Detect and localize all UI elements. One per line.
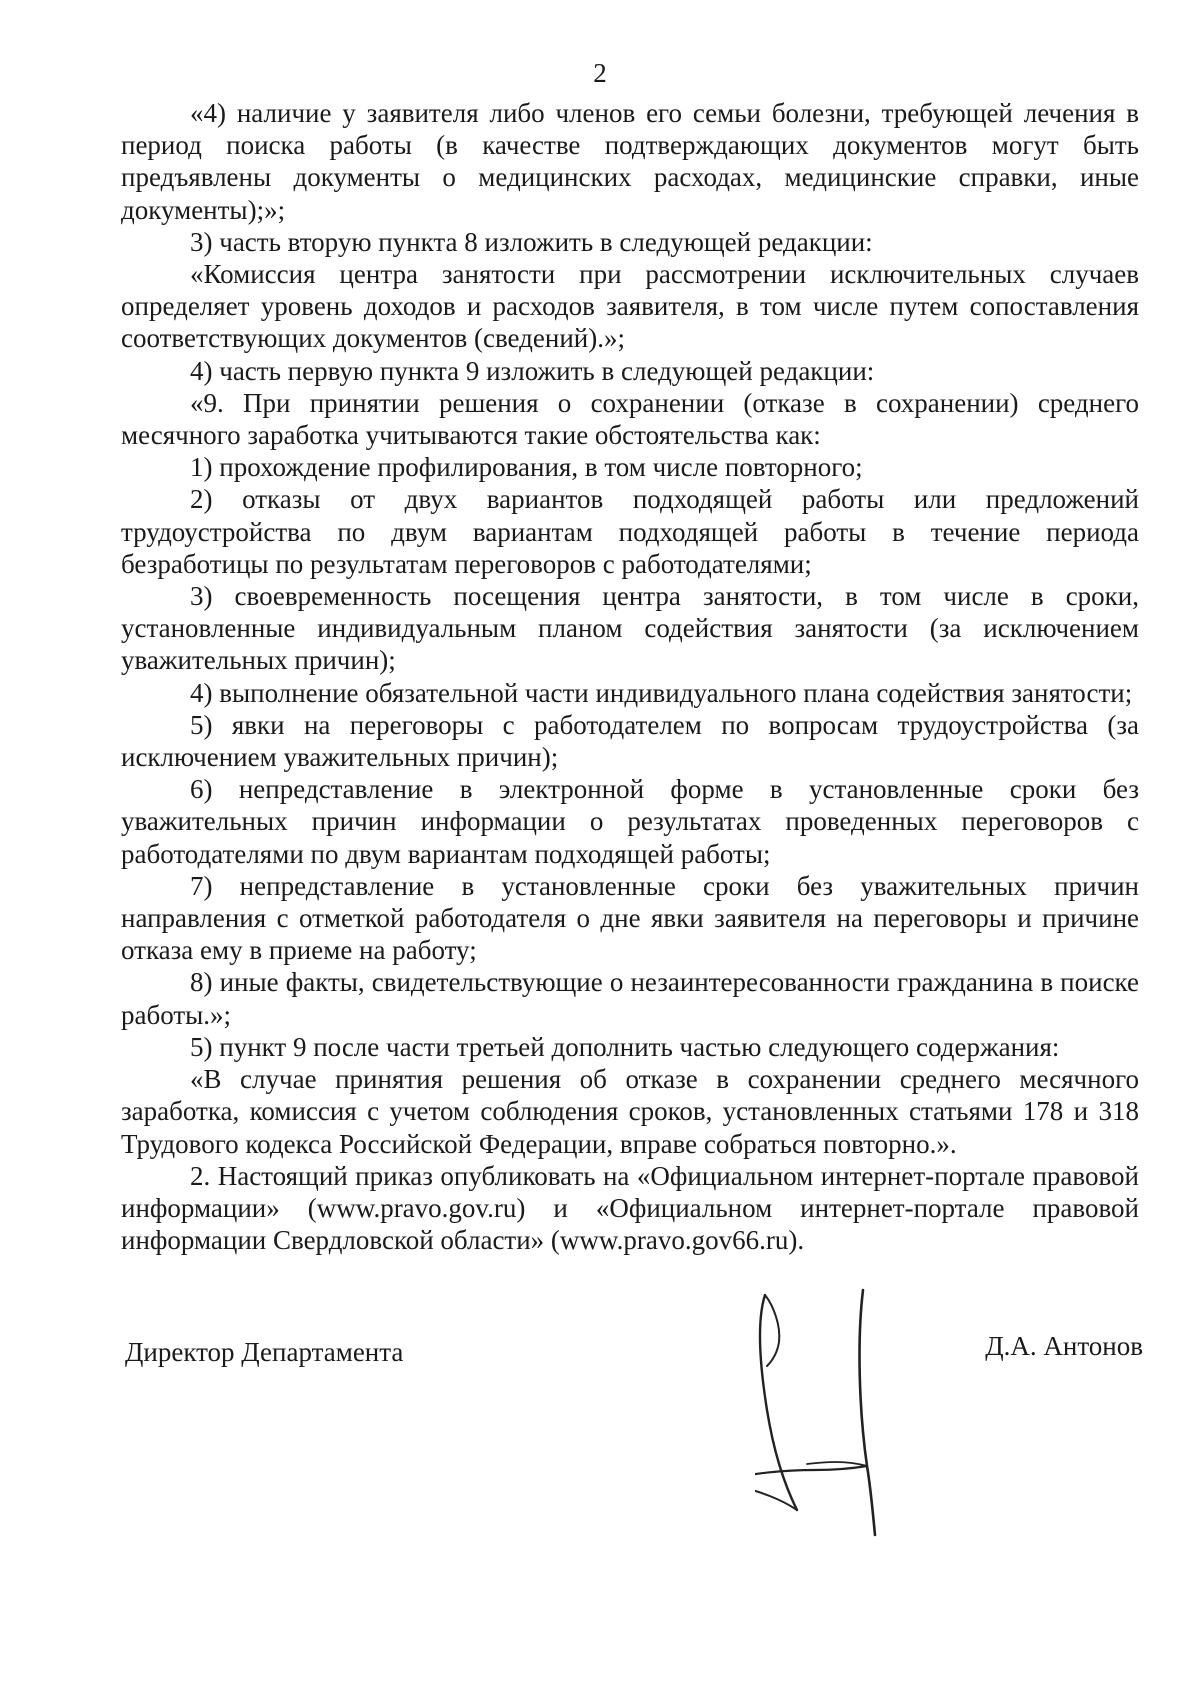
paragraph-repeat-commission: «В случае принятия решения об отказе в сохранении среднего месячного заработка, комиссия с учетом соблюдения сроков, установленных статьями 178 и 318 Трудового кодекса Российской Федерации, вправе собраться повторно.». xyxy=(121,1064,1139,1159)
signatory-title: Директор Департамента xyxy=(125,1337,404,1367)
list-item-profiling: 1) прохождение профилирования, в том числе повторного; xyxy=(190,452,863,483)
paragraph-amend-point-8: 3) часть вторую пункта 8 изложить в следующей редакции: xyxy=(190,226,873,257)
handwritten-signature-icon xyxy=(755,1280,975,1540)
document-body xyxy=(121,97,1139,1256)
paragraph-amend-point-9-part: 5) пункт 9 после части третьей дополнить частью следующего содержания: xyxy=(190,1031,1060,1062)
paragraph-commission-income: «Комиссия центра занятости при рассмотрении исключительных случаев определяет уровень доходов и расходов заявителя, в том числе путем сопоставления соответствующих документов (сведений).»; xyxy=(121,259,1139,354)
page-number: 2 xyxy=(593,58,607,88)
paragraph-amend-point-9: 4) часть первую пункта 9 изложить в следующей редакции: xyxy=(190,355,875,386)
list-item-other-facts: 8) иные факты, свидетельствующие о незаинтересованности гражданина в поиске работы.»; xyxy=(121,967,1139,1030)
list-item-refusals: 2) отказы от двух вариантов подходящей работы или предложений трудоустройства по двум вариантам подходящей работы в течение периода безработицы по результатам переговоров с работодателями; xyxy=(121,484,1139,579)
list-item-plan-fulfillment: 4) выполнение обязательной части индивидуального плана содействия занятости; xyxy=(190,677,1133,708)
signatory-name: Д.А. Антонов xyxy=(985,1331,1143,1361)
list-item-timeliness: 3) своевременность посещения центра занятости, в том числе в сроки, установленные индивидуальным планом содействия занятости (за исключением уважительных причин); xyxy=(121,581,1139,676)
list-item-referral: 7) непредставление в установленные сроки без уважительных причин направления с отметкой работодателя о дне явки заявителя на переговоры и причине отказа ему в приеме на работу; xyxy=(121,870,1139,966)
paragraph-point-9-intro: «9. При принятии решения о сохранении (отказе в сохранении) среднего месячного заработка учитываются такие обстоятельства как: xyxy=(121,387,1139,451)
list-item-interviews: 5) явки на переговоры с работодателем по вопросам трудоустройства (за исключением уважительных причин); xyxy=(121,709,1139,773)
paragraph-publication: 2. Настоящий приказ опубликовать на «Официальном интернет-портале правовой информации» (www.pravo.gov.ru) и «Официальном интернет-портале правовой информации Свердловской области» (www.pravo.gov66.ru). xyxy=(121,1160,1139,1256)
list-item-electronic-info: 6) непредставление в электронной форме в установленные сроки без уважительных причин информации о результатах проведенных переговоров с работодателями по двум вариантам подходящей работы; xyxy=(121,774,1139,869)
paragraph-item-4-illness: «4) наличие у заявителя либо членов его семьи болезни, требующей лечения в период поиска работы (в качестве подтверждающих документов могут быть предъявлены документы о медицинских расходах, медицинские справки, иные документы);»; xyxy=(121,98,1139,225)
